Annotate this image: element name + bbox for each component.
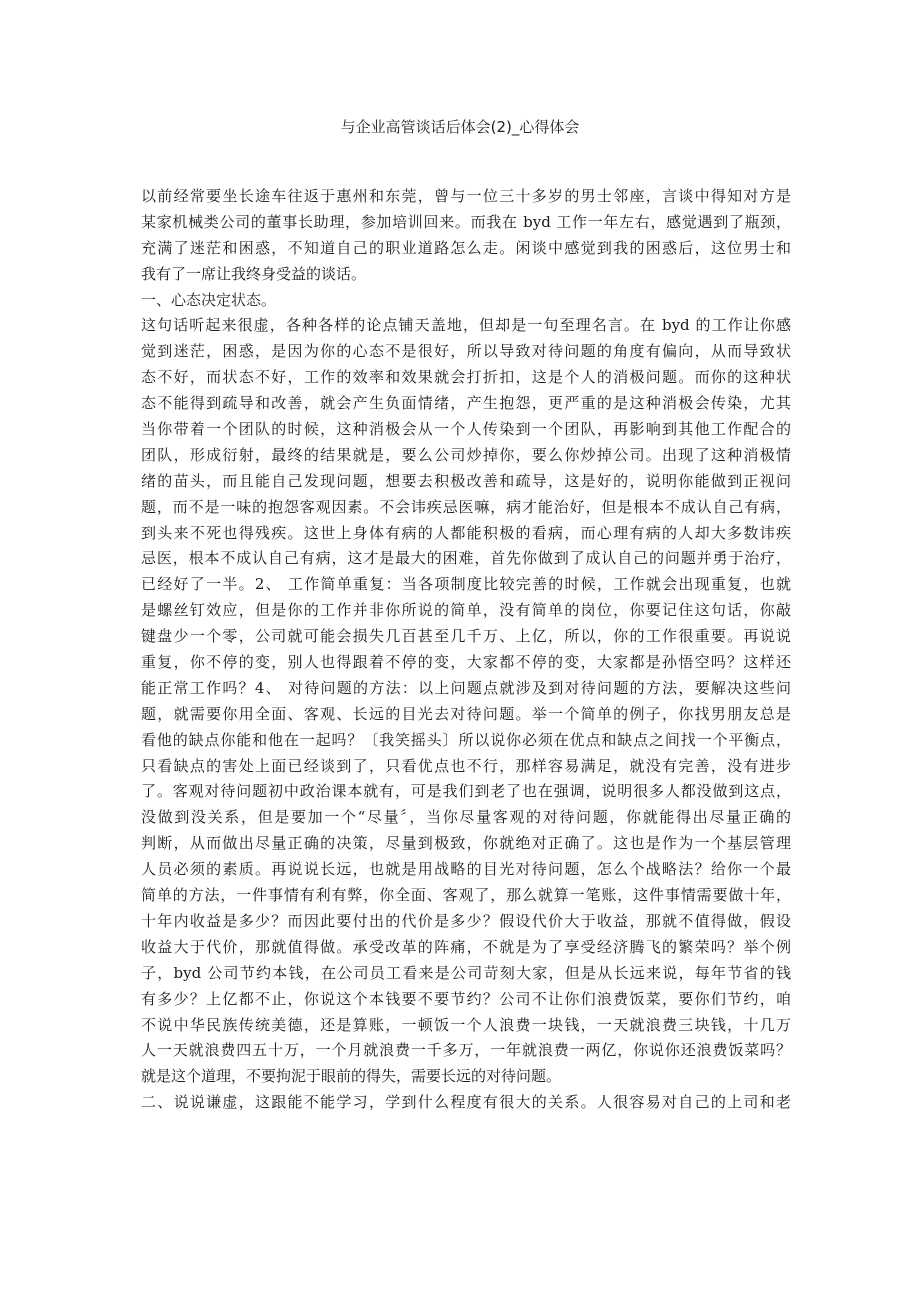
text-line: 人一天就浪费四五十万，一个月就浪费一千多万，一年就浪费一两亿，你说你还浪费饭菜吗？ — [141, 1041, 791, 1060]
text-line: 了。客观对待问题初中政治课本就有，可是我们到老了也在强调，说明很多人都没做到这点， — [141, 782, 791, 801]
text-line: 重复，你不停的变，别人也得跟着不停的变，大家都不停的变，大家都是孙悟空吗？这样还 — [141, 653, 791, 672]
text-line: 忌医，根本不成认自己有病，这才是最大的困难，首先你做到了成认自己的问题并勇于治疗， — [141, 549, 791, 568]
text-line: 已经好了一半。2、 工作简单重复：当各项制度比较完善的时候，工作就会出现重复，也就 — [141, 575, 791, 594]
text-line: 我有了一席让我终身受益的谈话。 — [141, 264, 367, 283]
text-line: 觉到迷茫，困惑，是因为你的心态不是很好，所以导致对待问题的角度有偏向，从而导致状 — [141, 342, 791, 361]
text-line: 是螺丝钉效应，但是你的工作并非你所说的简单，没有简单的岗位，你要记住这句话，你敲 — [141, 601, 791, 620]
text-line: 有多少？上亿都不止，你说这个本钱要不要节约？公司不让你们浪费饭菜，要你们节约，咱 — [141, 989, 791, 1008]
text-line: 某家机械类公司的董事长助理，参加培训回来。而我在 byd 工作一年左右，感觉遇到了瓶颈， — [141, 212, 791, 231]
text-line: 不说中华民族传统美德，还是算账，一顿饭一个人浪费一块钱，一天就浪费三块钱，十几万 — [141, 1015, 791, 1034]
text-line: 看他的缺点你能和他在一起吗？〔我笑摇头〕所以说你必须在优点和缺点之间找一个平衡点， — [141, 730, 791, 749]
text-line: 只看缺点的害处上面已经谈到了，只看优点也不行，那样容易满足，就没有完善，没有进步 — [141, 756, 791, 775]
text-line: 没做到没关系，但是要加一个“尽量〞，当你尽量客观的对待问题，你就能得出尽量正确的 — [141, 808, 791, 827]
page-title: 与企业高管谈话后体会(2)_心得体会 — [340, 118, 580, 136]
text-line: 当你带着一个团队的时候，这种消极会从一个人传染到一个团队，再影响到其他工作配合的 — [141, 420, 791, 439]
text-line: 绪的苗头，而且能自己发现问题，想要去积极改善和疏导，这是好的，说明你能做到正视问 — [141, 471, 791, 490]
text-line: 题，而不是一味的抱怨客观因素。不会讳疾忌医嘛，病才能治好，但是根本不成认自己有病， — [141, 497, 791, 516]
text-line: 收益大于代价，那就值得做。承受改革的阵痛，不就是为了享受经济腾飞的繁荣吗？举个例 — [141, 937, 791, 956]
text-line: 到头来不死也得残疾。这世上身体有病的人都能积极的看病，而心理有病的人却大多数讳疾 — [141, 523, 791, 542]
text-line: 态不好，而状态不好，工作的效率和效果就会打折扣，这是个人的消极问题。而你的这种状 — [141, 368, 791, 387]
text-line: 十年内收益是多少？而因此要付出的代价是多少？假设代价大于收益，那就不值得做，假设 — [141, 911, 791, 930]
text-line: 以前经常要坐长途车往返于惠州和东莞，曾与一位三十多岁的男士邻座，言谈中得知对方是 — [141, 187, 791, 205]
text-line: 充满了迷茫和困惑，不知道自己的职业道路怎么走。闲谈中感觉到我的困惑后，这位男士和 — [141, 238, 791, 257]
text-line: 简单的方法，一件事情有利有弊，你全面、客观了，那么就算一笔账，这件事情需要做十年， — [141, 886, 791, 905]
text-line: 就是这个道理，不要拘泥于眼前的得失，需要长远的对待问题。 — [141, 1067, 562, 1086]
text-line: 一、心态决定状态。 — [141, 290, 277, 309]
text-line: 能正常工作吗？4、 对待问题的方法：以上问题点就涉及到对待问题的方法，要解决这些问 — [141, 678, 791, 697]
text-line: 键盘少一个零，公司就可能会损失几百甚至几千万、上亿，所以，你的工作很重要。再说说 — [141, 627, 791, 646]
text-line: 团队，形成衍射，最终的结果就是，要么公司炒掉你，要么你炒掉公司。出现了这种消极情 — [141, 445, 791, 464]
text-line: 判断，从而做出尽量正确的决策，尽量到极致，你就绝对正确了。这也是作为一个基层管理 — [141, 834, 791, 853]
document-body — [141, 184, 791, 1116]
text-line: 态不能得到疏导和改善，就会产生负面情绪，产生抱怨，更严重的是这种消极会传染，尤其 — [141, 394, 791, 413]
text-line: 题，就需要你用全面、客观、长远的目光去对待问题。举一个简单的例子，你找男朋友总是 — [141, 704, 791, 723]
text-line: 二、说说谦虚，这跟能不能学习，学到什么程度有很大的关系。人很容易对自己的上司和老 — [141, 1093, 791, 1112]
text-line: 这句话听起来很虚，各种各样的论点铺天盖地，但却是一句至理名言。在 byd 的工作让你感 — [141, 316, 791, 335]
text-line: 子，byd 公司节约本钱，在公司员工看来是公司苛刻大家，但是从长远来说，每年节省的钱 — [141, 963, 791, 982]
text-line: 人员必须的素质。再说说长远，也就是用战略的目光对待问题，怎么个战略法？给你一个最 — [141, 860, 791, 879]
